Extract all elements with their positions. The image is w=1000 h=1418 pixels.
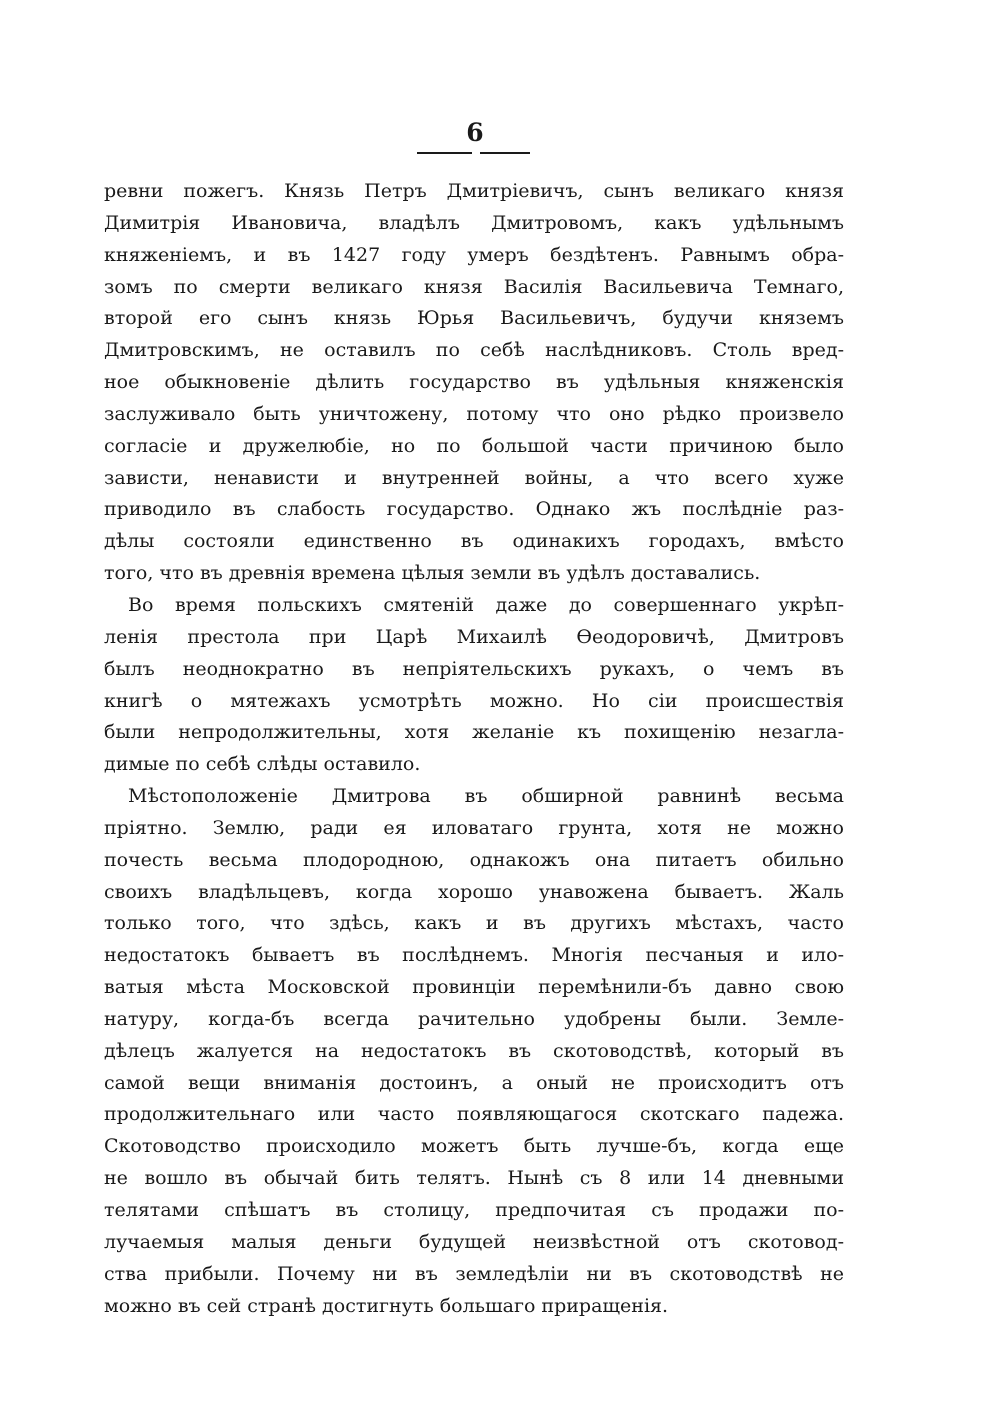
text-line: приводило въ слабость государство. Однако жъ послѣдніе раз-	[104, 498, 844, 521]
text-line: дѣлецъ жалуется на недостатокъ въ скотоводствѣ, который въ	[104, 1039, 844, 1062]
text-line: второй его сынъ князь Юрья Васильевичъ, будучи княземъ	[104, 307, 844, 330]
text-line: лучаемыя малыя деньги будущей неизвѣстной отъ скотовод-	[104, 1230, 844, 1253]
text-line: Димитрія Ивановича, владѣлъ Дмитровомъ, какъ удѣльнымъ	[104, 211, 844, 234]
text-line: Мѣстоположеніе Дмитрова въ обширной равнинѣ весьма	[128, 785, 844, 808]
text-line: ства прибыли. Почему ни въ земледѣліи ни въ скотоводствѣ не	[104, 1262, 844, 1285]
text-line: согласіе и дружелюбіе, но по большой части причиною было	[104, 434, 844, 457]
page-number-rule-right	[480, 152, 530, 154]
text-line: можно въ сей странѣ достигнуть большаго приращенія.	[104, 1294, 669, 1317]
text-line: дѣлы состояли единственно въ одинакихъ городахъ, вмѣсто	[104, 530, 844, 553]
text-line: телятами спѣшатъ въ столицу, предпочитая съ продажи по-	[104, 1199, 844, 1221]
text-line: зависти, ненависти и внутренней войны, а что всего хуже	[104, 466, 844, 489]
text-line: княженіемъ, и въ 1427 году умеръ бездѣтенъ. Равнымъ обра-	[104, 243, 844, 266]
text-line: только того, что здѣсь, какъ и въ другихъ мѣстахъ, часто	[104, 912, 844, 935]
text-line: почесть весьма плодородною, однакожъ она питаетъ обильно	[104, 848, 844, 871]
text-line: самой вещи вниманія достоинъ, а оный не происходитъ отъ	[104, 1071, 844, 1094]
text-line: ленія престола при Царѣ Михаилѣ Өеодоровичѣ, Дмитровъ	[104, 625, 844, 648]
text-line: не вошло въ обычай бить телятъ. Нынѣ съ 8 или 14 дневными	[104, 1167, 844, 1190]
text-line: пріятно. Землю, ради ея иловатаго грунта, хотя не можно	[104, 816, 844, 839]
text-line: ное обыкновеніе дѣлить государство въ удѣльныя княженскія	[104, 371, 844, 394]
text-line: своихъ владѣльцевъ, когда хорошо унавожена бываетъ. Жаль	[104, 880, 844, 903]
text-line: натуру, когда-бъ всегда рачительно удобрены были. Земле-	[104, 1007, 844, 1030]
text-line: книгѣ о мятежахъ усмотрѣть можно. Но сіи происшествія	[104, 689, 844, 712]
text-line: были непродолжительны, хотя желаніе къ похищенію незагла-	[104, 721, 844, 744]
text-line: Скотоводство происходило можетъ быть лучше-бъ, когда еще	[104, 1135, 844, 1158]
text-line: продолжительнаго или часто появляющагося скотскаго падежа.	[104, 1103, 844, 1126]
text-line: димые по себѣ слѣды оставило.	[104, 753, 421, 776]
text-line: былъ неоднократно въ непріятельскихъ рукахъ, о чемъ въ	[104, 657, 844, 680]
text-line: зомъ по смерти великаго князя Василія Васильевича Темнаго,	[104, 275, 844, 298]
text-line: того, что въ древнія времена цѣлыя земли въ удѣлъ доставались.	[104, 562, 761, 585]
text-line: Во время польскихъ смятеній даже до совершеннаго укрѣп-	[128, 593, 844, 616]
page-number-rule-left	[417, 152, 472, 154]
page-number: 6	[466, 118, 484, 147]
body-text	[104, 176, 844, 1322]
text-line: недостатокъ бываетъ въ послѣднемъ. Многія песчаныя и ило-	[104, 944, 844, 967]
text-line: Дмитровскимъ, не оставилъ по себѣ наслѣдниковъ. Столь вред-	[104, 339, 844, 362]
text-line: ватыя мѣста Московской провинціи перемѣнили-бъ давно свою	[104, 976, 844, 999]
text-line: заслуживало быть уничтожену, потому что оно рѣдко произвело	[104, 402, 844, 425]
text-line: ревни пожегъ. Князь Петръ Дмитріевичъ, сынъ великаго князя	[104, 180, 844, 202]
